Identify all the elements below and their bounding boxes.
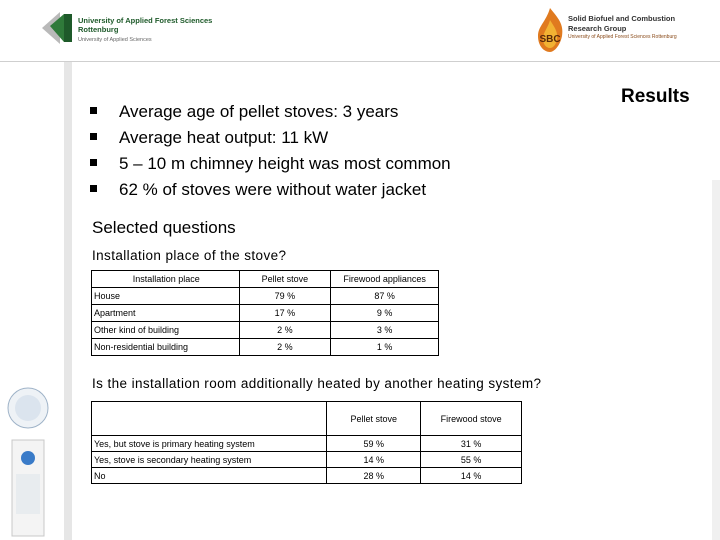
row-label: Other kind of building	[92, 322, 240, 339]
column-header: Installation place	[92, 271, 240, 288]
university-name-line2: Rottenburg	[78, 25, 119, 34]
table-row	[92, 288, 439, 305]
selected-questions-heading: Selected questions	[92, 218, 236, 237]
award-badges	[6, 378, 50, 540]
column-header: Firewood appliances	[331, 271, 439, 288]
right-stripe	[712, 180, 720, 540]
table-cell: 79 %	[239, 288, 331, 305]
header	[0, 0, 720, 62]
sbc-badge-text: SBC	[539, 34, 561, 45]
research-group-name	[568, 14, 677, 41]
row-label: No	[92, 468, 327, 484]
bullet-square-icon	[90, 159, 97, 166]
table-cell: 9 %	[331, 305, 439, 322]
bullet-text: Average age of pellet stoves: 3 years	[119, 102, 399, 121]
additional-heating-table	[91, 401, 522, 484]
bullet-text: 62 % of stoves were without water jacket	[119, 180, 427, 199]
university-name	[78, 16, 212, 45]
table-cell: 2 %	[239, 322, 331, 339]
table-cell: 59 %	[327, 436, 421, 452]
research-group-sub: University of Applied Forest Sciences Rottenburg	[568, 34, 677, 40]
bullet-text: Average heat output: 11 kW	[119, 128, 329, 147]
bullet-text: 5 – 10 m chimney height was most common	[119, 154, 451, 173]
table-cell: 3 %	[331, 322, 439, 339]
question-2-text: Is the installation room additionally heated by another heating system?	[92, 376, 542, 391]
table-row	[92, 322, 439, 339]
table-cell: 1 %	[331, 339, 439, 356]
table-header-row	[92, 271, 439, 288]
column-header: Pellet stove	[239, 271, 331, 288]
table-row	[92, 468, 522, 484]
left-stripe	[64, 62, 72, 540]
installation-place-table	[91, 270, 439, 356]
research-group-line2: Research Group	[568, 24, 627, 33]
row-label: Yes, stove is secondary heating system	[92, 452, 327, 468]
table-row	[92, 452, 522, 468]
university-name-line1: University of Applied Forest Sciences	[78, 16, 213, 25]
bullet-square-icon	[90, 107, 97, 114]
column-header: Firewood stove	[421, 402, 522, 436]
table-header-row	[92, 402, 522, 436]
table-cell: 14 %	[421, 468, 522, 484]
university-logo	[38, 8, 74, 46]
table-cell: 2 %	[239, 339, 331, 356]
table-row	[92, 339, 439, 356]
table-cell: 87 %	[331, 288, 439, 305]
column-header: Pellet stove	[327, 402, 421, 436]
row-label: Yes, but stove is primary heating system	[92, 436, 327, 452]
table-cell: 28 %	[327, 468, 421, 484]
table-cell: 17 %	[239, 305, 331, 322]
table-cell: 31 %	[421, 436, 522, 452]
row-label: Non-residential building	[92, 339, 240, 356]
column-header	[92, 402, 327, 436]
table-row	[92, 436, 522, 452]
table-row	[92, 305, 439, 322]
bullet-square-icon	[90, 133, 97, 140]
research-group-line1: Solid Biofuel and Combustion	[568, 14, 676, 23]
bullet-square-icon	[90, 185, 97, 192]
table-cell: 14 %	[327, 452, 421, 468]
question-1-text: Installation place of the stove?	[92, 248, 287, 263]
row-label: Apartment	[92, 305, 240, 322]
page-title: Results	[621, 86, 690, 107]
row-label: House	[92, 288, 240, 305]
university-name-line3: University of Applied Sciences	[78, 37, 152, 43]
header-divider	[0, 61, 720, 62]
table-cell: 55 %	[421, 452, 522, 468]
sbc-flame-logo	[530, 6, 570, 54]
